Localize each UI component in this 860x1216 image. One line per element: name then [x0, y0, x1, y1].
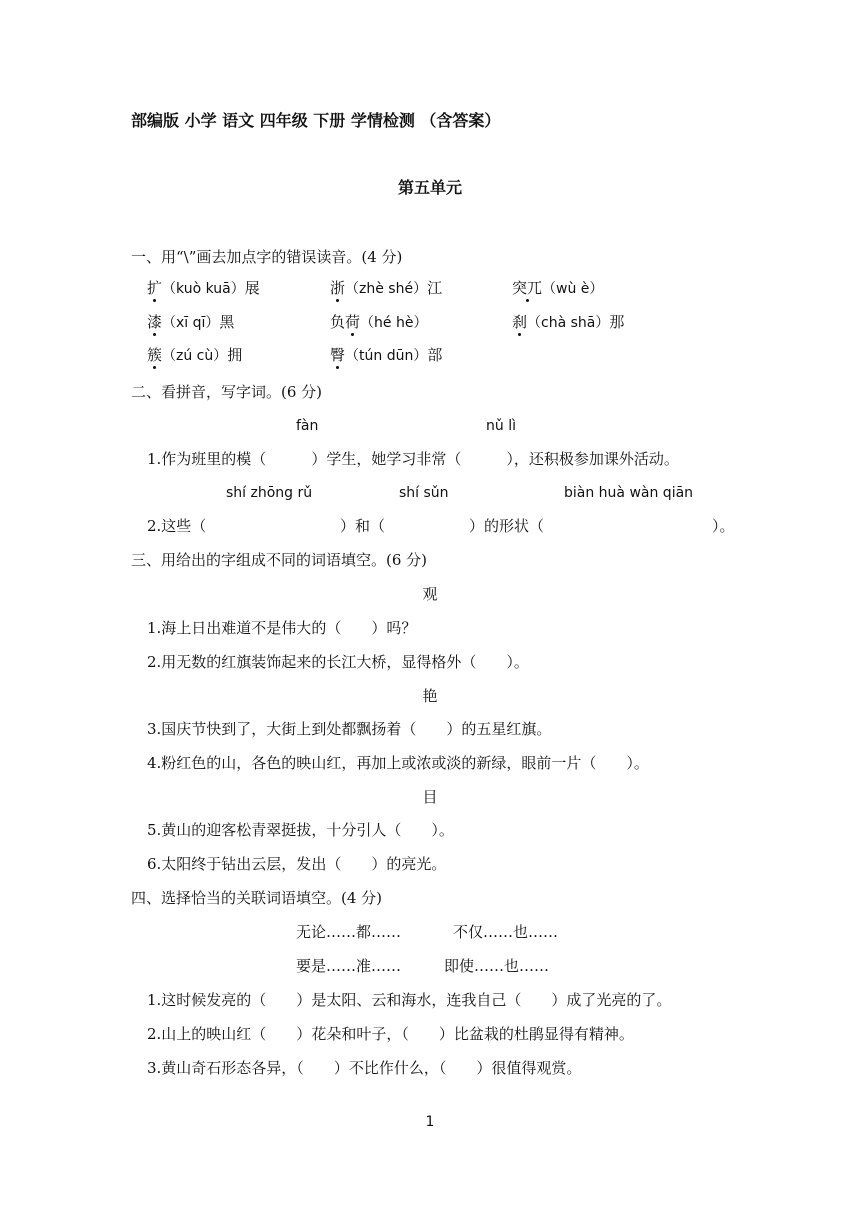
q4-line: 2.山上的映山红（ ）花朵和叶子，（ ）比盆栽的杜鹃显得有精神。: [147, 1025, 634, 1043]
pinyin-label: nǔ lì: [486, 418, 516, 434]
q1-item: 负荷（hé hè）: [330, 313, 428, 331]
q1-item: 臀（tún dūn）部: [330, 346, 443, 364]
q3-line: 5.黄山的迎客松青翠挺拔，十分引人（ ）。: [147, 821, 454, 839]
pinyin-label: shí sǔn: [399, 485, 449, 501]
q3-group-char: 目: [422, 788, 438, 806]
q4-heading: 四、选择恰当的关联词语填空。(4 分): [131, 889, 383, 907]
q1-item: 刹（chà shā）那: [512, 313, 625, 331]
q4-option: 不仅……也……: [453, 923, 559, 941]
document-title: 部编版 小学 语文 四年级 下册 学情检测 （含答案）: [131, 111, 501, 130]
q3-heading: 三、用给出的字组成不同的词语填空。(6 分): [131, 551, 428, 569]
q2-line-part: ）的形状（: [469, 517, 545, 535]
q3-line: 4.粉红色的山，各色的映山红，再加上或浓或淡的新绿，眼前一片（ ）。: [147, 754, 649, 772]
q1-item: 簇（zú cù）拥: [147, 346, 243, 364]
q4-option: 即使……也……: [444, 957, 550, 975]
q4-option: 要是……准……: [296, 957, 402, 975]
q1-heading: 一、用“\”画去加点字的错误读音。(4 分): [131, 248, 403, 266]
q1-item: 扩（kuò kuā）展: [147, 279, 260, 297]
pinyin-label: biàn huà wàn qiān: [564, 485, 694, 501]
q4-line: 1.这时候发亮的（ ）是太阳、云和海水，连我自己（ ）成了光亮的了。: [147, 991, 672, 1009]
q3-line: 6.太阳终于钻出云层，发出（ ）的亮光。: [147, 855, 447, 873]
q2-line-part: 2.这些（: [147, 517, 207, 535]
pinyin-label: shí zhōng rǔ: [226, 485, 313, 501]
q1-item: 浙（zhè shé）江: [330, 279, 443, 297]
q2-line-part: ）和（: [340, 517, 386, 535]
q1-item: 漆（xī qī）黑: [147, 313, 235, 331]
q2-heading: 二、看拼音，写字词。(6 分): [131, 383, 323, 401]
q3-line: 3.国庆节快到了，大街上到处都飘扬着（ ）的五星红旗。: [147, 720, 552, 738]
q2-line-part: ）。: [712, 517, 735, 535]
q4-option: 无论……都……: [296, 923, 402, 941]
q3-line: 2.用无数的红旗装饰起来的长江大桥，显得格外（ ）。: [147, 653, 529, 671]
q3-line: 1.海上日出难道不是伟大的（ ）吗？: [147, 619, 417, 637]
pinyin-label: fàn: [296, 418, 319, 434]
q3-group-char: 观: [422, 585, 438, 603]
unit-title: 第五单元: [397, 178, 462, 197]
q2-line: 1.作为班里的模（ ）学生，她学习非常（ ），还积极参加课外活动。: [147, 450, 679, 468]
q4-line: 3.黄山奇石形态各异，（ ）不比作什么，（ ）很值得观赏。: [147, 1059, 582, 1077]
page-number: 1: [425, 1114, 435, 1130]
q1-item: 突兀（wù è）: [512, 279, 604, 297]
q3-group-char: 艳: [422, 687, 438, 705]
